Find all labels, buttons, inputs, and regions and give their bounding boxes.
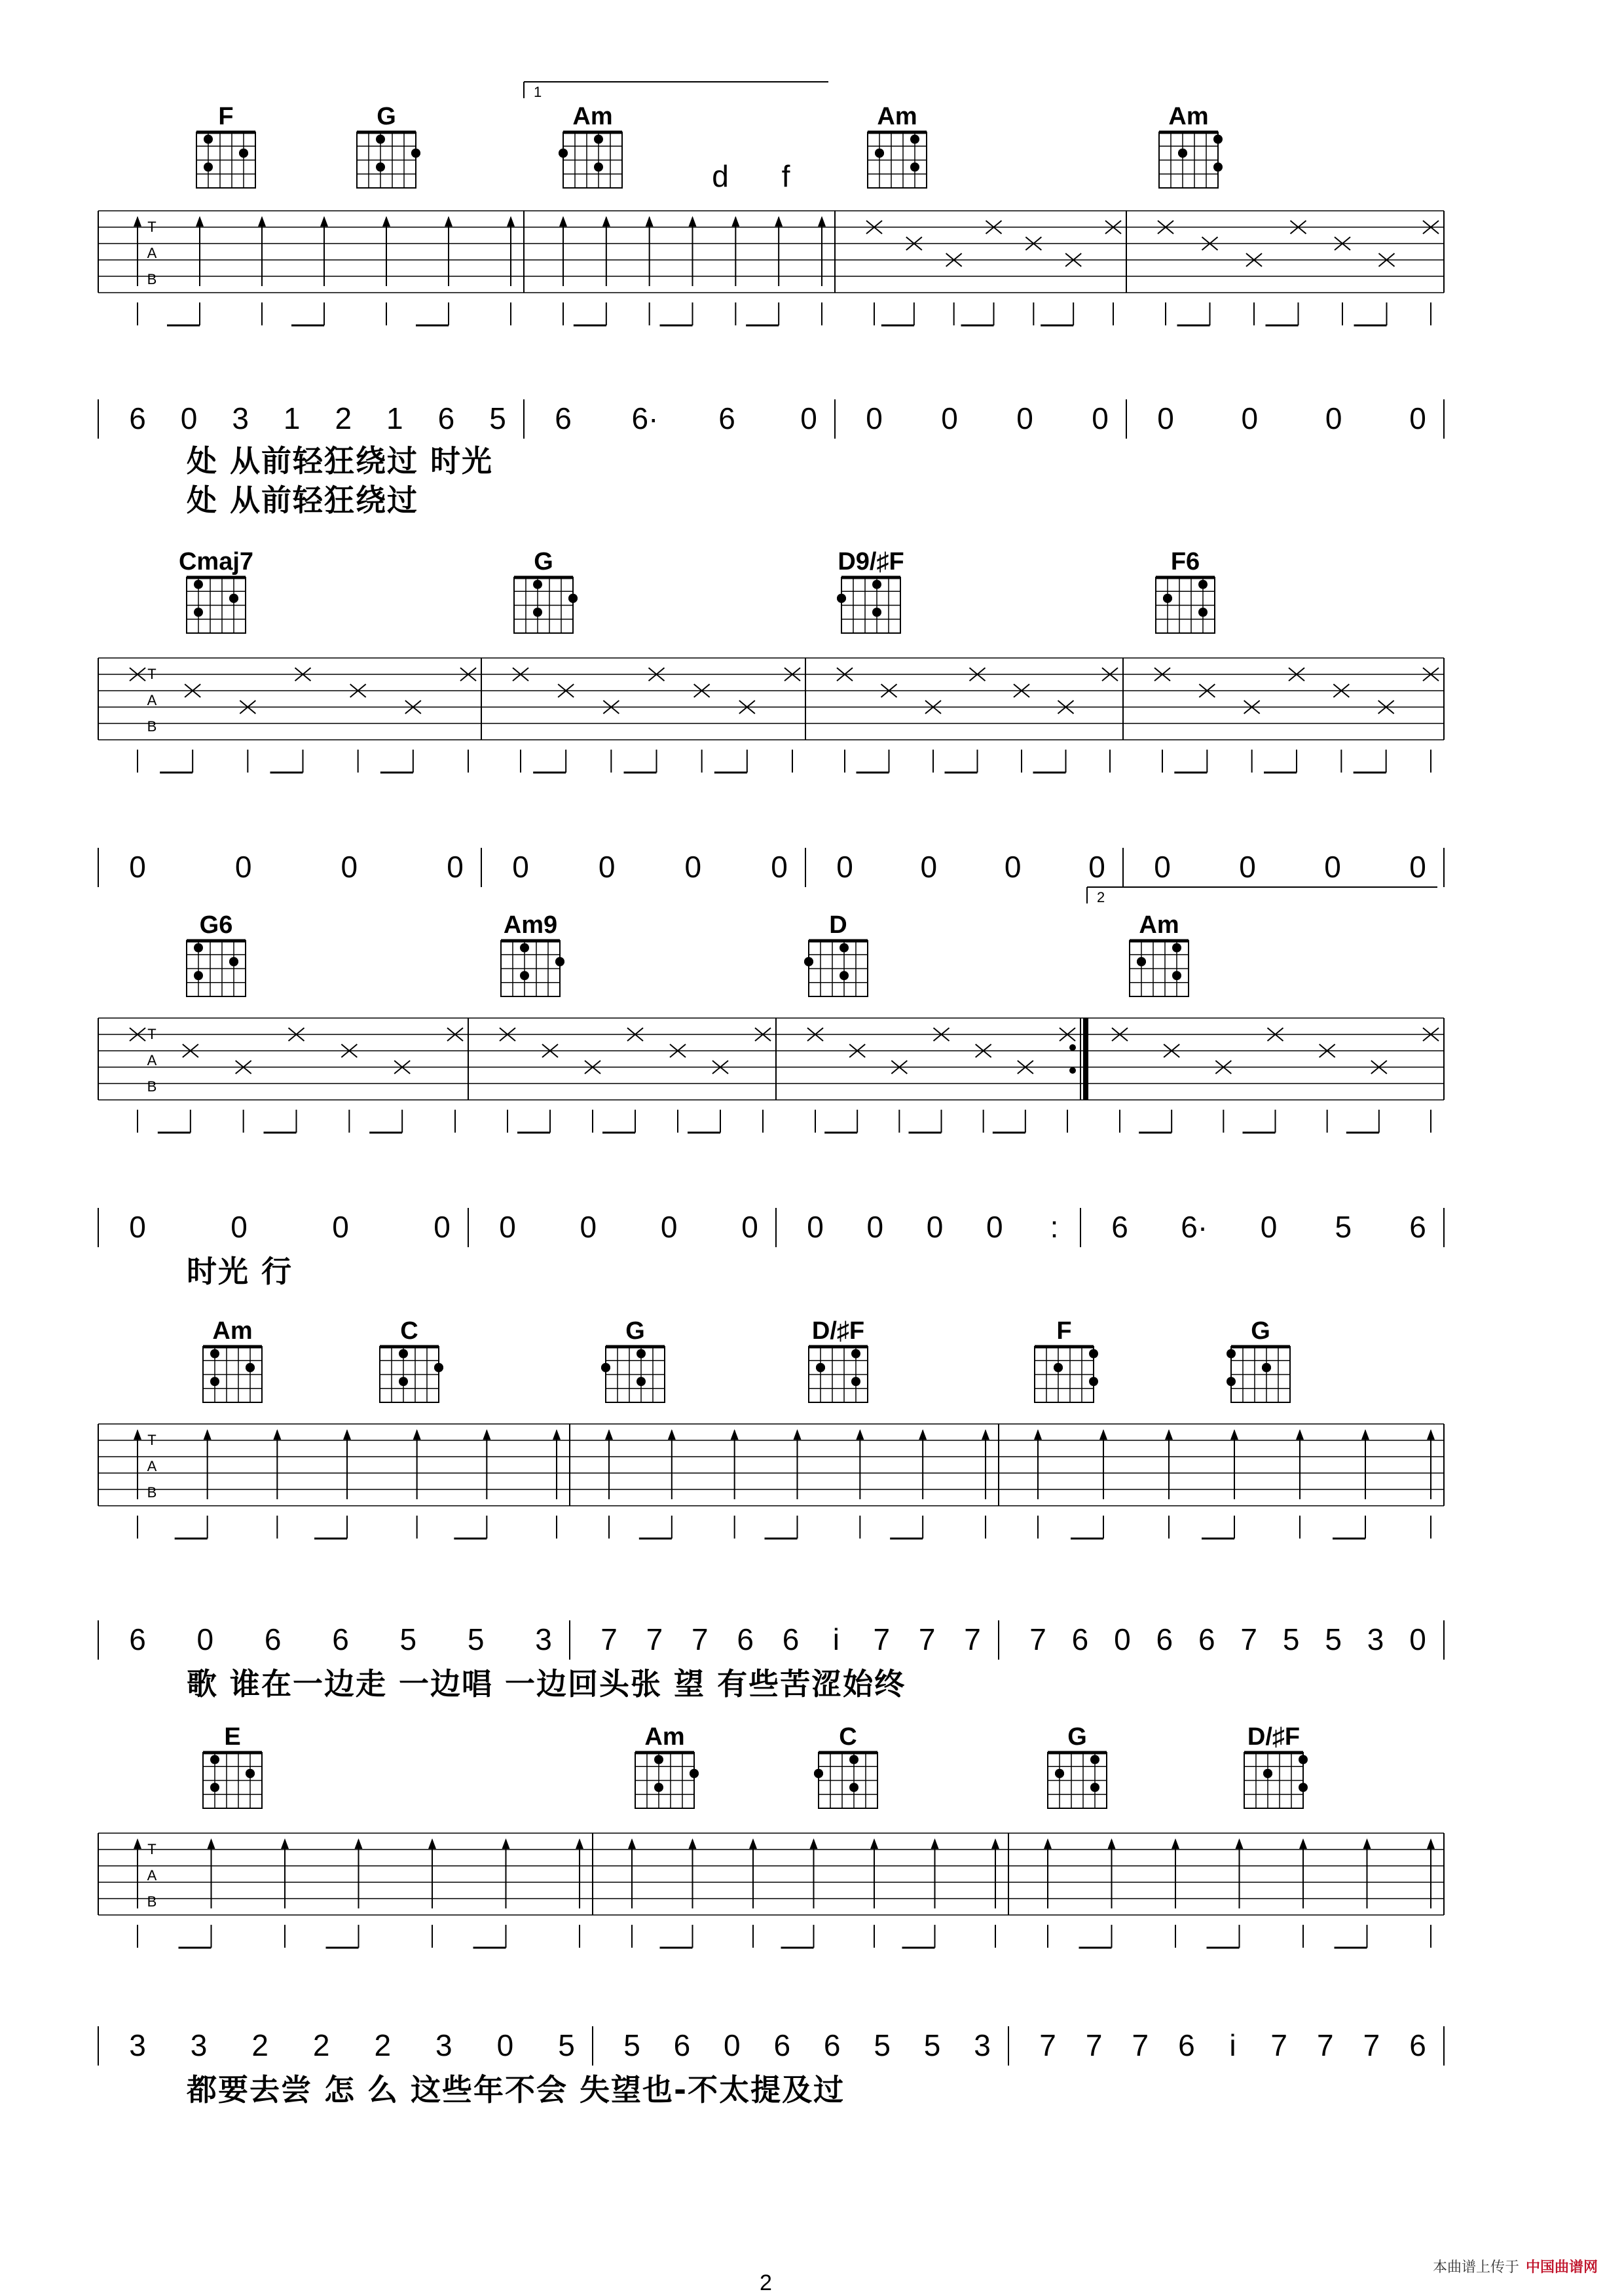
- finger-dot: [872, 580, 881, 589]
- jianpu-note: 0: [1409, 850, 1426, 884]
- jianpu-note: 5: [399, 1622, 417, 1656]
- finger-dot: [1299, 1755, 1308, 1764]
- strum-arrow-head: [507, 216, 515, 227]
- finger-dot: [229, 594, 238, 603]
- finger-dot: [399, 1377, 408, 1386]
- strum-arrow-head: [1236, 1838, 1244, 1849]
- jianpu-note: 0: [836, 850, 853, 884]
- strum-arrow-head: [1427, 1429, 1435, 1440]
- finger-dot: [246, 1769, 255, 1778]
- finger-dot: [399, 1349, 408, 1358]
- tab-letter-a: A: [147, 1458, 157, 1474]
- jianpu-note: 6: [1111, 1210, 1128, 1244]
- strum-arrow-head: [689, 216, 697, 227]
- jianpu-note: 0: [1409, 1622, 1426, 1656]
- finger-dot: [411, 149, 420, 158]
- chord-name-0-0: F: [218, 103, 234, 130]
- strum-arrow-head: [576, 1838, 583, 1849]
- jianpu-note: 5: [558, 2028, 575, 2062]
- strum-arrow-head: [810, 1838, 818, 1849]
- jianpu-note: 0: [180, 401, 198, 435]
- strum-arrow-head: [1361, 1429, 1369, 1440]
- jianpu-note: 3: [190, 2028, 208, 2062]
- jianpu-note: 0: [1092, 401, 1109, 435]
- finger-dot: [1055, 1769, 1064, 1778]
- strum-arrow-head: [668, 1429, 676, 1440]
- finger-dot: [210, 1349, 219, 1358]
- finger-dot: [559, 149, 568, 158]
- jianpu-note: 7: [1085, 2028, 1103, 2062]
- jianpu-note: 0: [1114, 1622, 1131, 1656]
- chord-name-3-1: C: [400, 1317, 418, 1345]
- jianpu-note: 6: [1409, 1210, 1426, 1244]
- tab-letter-t: T: [147, 1841, 157, 1857]
- tab-letter-b: B: [147, 718, 157, 735]
- strum-arrow-head: [689, 1838, 697, 1849]
- finger-dot: [1172, 943, 1181, 953]
- jianpu-note: 6: [555, 401, 572, 435]
- strum-arrow-head: [553, 1429, 561, 1440]
- jianpu-note: 6: [129, 1622, 146, 1656]
- site-logo[interactable]: 中国曲谱网: [1525, 2259, 1598, 2276]
- finger-dot: [520, 971, 529, 980]
- jianpu-note: 6: [1198, 1622, 1215, 1656]
- finger-dot: [849, 1755, 858, 1764]
- strum-arrow-head: [281, 1838, 289, 1849]
- jianpu-note: 5: [623, 2028, 640, 2062]
- finger-dot: [1213, 162, 1223, 172]
- jianpu-note: 0: [920, 850, 938, 884]
- strum-arrow-head: [1363, 1838, 1371, 1849]
- strum-arrow-head: [1172, 1838, 1179, 1849]
- jianpu-note: 0: [1157, 401, 1174, 435]
- tab-letter-t: T: [147, 219, 157, 235]
- chord-name-1-0: Cmaj7: [178, 548, 254, 575]
- finger-dot: [194, 971, 203, 980]
- strum-arrow-head: [982, 1429, 989, 1440]
- finger-dot: [654, 1783, 663, 1792]
- finger-dot: [851, 1349, 860, 1358]
- jianpu-note: 6·: [1181, 1210, 1208, 1244]
- chord-name-0-2: Am: [572, 103, 613, 130]
- finger-dot: [840, 971, 849, 980]
- finger-dot: [910, 162, 919, 172]
- finger-dot: [910, 135, 919, 144]
- strum-arrow-head: [628, 1838, 636, 1849]
- strum-arrow-head: [320, 216, 328, 227]
- jianpu-note: 0: [434, 1210, 451, 1244]
- strum-arrow-head: [749, 1838, 757, 1849]
- finger-dot: [533, 608, 542, 617]
- jianpu-note: 0: [341, 850, 358, 884]
- strum-arrow-head: [991, 1838, 999, 1849]
- finger-dot: [194, 608, 203, 617]
- finger-dot: [239, 149, 248, 158]
- strum-arrow-head: [134, 1429, 141, 1440]
- lyrics-line-1: 歌 谁在一边走 一边唱 一边回头张 望 有些苦涩始终: [187, 1666, 906, 1702]
- jianpu-note: 6: [718, 401, 735, 435]
- strum-arrow-head: [382, 216, 390, 227]
- tab-letter-a: A: [147, 692, 157, 708]
- finger-dot: [210, 1755, 219, 1764]
- chord-name-3-4: F: [1056, 1317, 1072, 1345]
- strum-mark-d: d: [712, 159, 729, 193]
- strum-arrow-head: [343, 1429, 351, 1440]
- strum-arrow-head: [559, 216, 567, 227]
- lyrics-line-1: 处 从前轻狂绕过 时光: [187, 443, 494, 479]
- strum-arrow-head: [1165, 1429, 1173, 1440]
- jianpu-note: 6: [737, 1622, 754, 1656]
- chord-name-4-0: E: [224, 1723, 241, 1751]
- finger-dot: [849, 1783, 858, 1792]
- finger-dot: [204, 162, 213, 172]
- jianpu-note: 5: [1325, 1622, 1342, 1656]
- tab-letter-a: A: [147, 245, 157, 261]
- jianpu-note: 0: [866, 401, 883, 435]
- jianpu-note: 0: [1239, 850, 1256, 884]
- jianpu-note: 0: [447, 850, 464, 884]
- footer: [1433, 2256, 1598, 2276]
- chord-name-4-3: G: [1067, 1723, 1087, 1751]
- jianpu-note: 6: [1178, 2028, 1195, 2062]
- jianpu-note: 5: [874, 2028, 891, 2062]
- finger-dot: [594, 162, 603, 172]
- jianpu-note: 0: [741, 1210, 758, 1244]
- finger-dot: [654, 1755, 663, 1764]
- finger-dot: [804, 957, 813, 966]
- jianpu-note: 0: [771, 850, 788, 884]
- finger-dot: [246, 1363, 255, 1372]
- finger-dot: [594, 135, 603, 144]
- finger-dot: [194, 580, 203, 589]
- chord-name-2-3: Am: [1139, 911, 1179, 939]
- strum-arrow-head: [204, 1429, 212, 1440]
- finger-dot: [637, 1377, 646, 1386]
- strum-arrow-head: [258, 216, 266, 227]
- jianpu-note: 2: [312, 2028, 330, 2062]
- chord-name-2-1: Am9: [503, 911, 558, 939]
- jianpu-note: 0: [1241, 401, 1259, 435]
- chord-name-0-4: Am: [1168, 103, 1209, 130]
- finger-dot: [816, 1363, 825, 1372]
- finger-dot: [568, 594, 578, 603]
- jianpu-note: 6: [773, 2028, 791, 2062]
- strum-arrow-head: [919, 1429, 927, 1440]
- jianpu-note: 5: [467, 1622, 485, 1656]
- jianpu-note: 3: [232, 401, 249, 435]
- chord-name-2-2: D: [829, 911, 847, 939]
- jianpu-note: 0: [196, 1622, 214, 1656]
- repeat-dot: [1069, 1044, 1076, 1051]
- jianpu-note: 0: [684, 850, 702, 884]
- finger-dot: [875, 149, 884, 158]
- finger-dot: [1054, 1363, 1063, 1372]
- strum-arrow-head: [646, 216, 654, 227]
- jianpu-note: 6: [823, 2028, 841, 2062]
- finger-dot: [1172, 971, 1181, 980]
- finger-dot: [194, 943, 203, 953]
- tab-letter-t: T: [147, 666, 157, 682]
- finger-dot: [872, 608, 881, 617]
- jianpu-note: 7: [1316, 2028, 1334, 2062]
- strum-arrow-head: [134, 1838, 141, 1849]
- chord-name-4-1: Am: [644, 1723, 685, 1751]
- jianpu-note: 7: [918, 1622, 936, 1656]
- volta-number-1: 1: [534, 84, 542, 100]
- chord-name-2-0: G6: [199, 911, 233, 939]
- jianpu-note: 6·: [631, 401, 659, 435]
- jianpu-note: 7: [1029, 1622, 1046, 1656]
- finger-dot: [1227, 1349, 1236, 1358]
- jianpu-note: 3: [435, 2028, 452, 2062]
- finger-dot: [1198, 608, 1208, 617]
- chord-name-1-1: G: [534, 548, 553, 575]
- finger-dot: [1137, 957, 1146, 966]
- jianpu-note: 0: [580, 1210, 597, 1244]
- jianpu-note: 0: [926, 1210, 944, 1244]
- repeat-dot: [1069, 1067, 1076, 1074]
- jianpu-note: 0: [598, 850, 616, 884]
- chord-name-3-3: D/♯F: [811, 1317, 865, 1345]
- jianpu-note: 1: [386, 401, 403, 435]
- jianpu-note: 7: [1270, 2028, 1287, 2062]
- finger-dot: [1090, 1755, 1099, 1764]
- finger-dot: [555, 957, 564, 966]
- jianpu-note: 0: [941, 401, 958, 435]
- finger-dot: [851, 1377, 860, 1386]
- jianpu-note: 0: [496, 2028, 514, 2062]
- jianpu-note: 0: [800, 401, 817, 435]
- strum-arrow-head: [931, 1838, 939, 1849]
- tab-letter-t: T: [147, 1026, 157, 1042]
- finger-dot: [1090, 1783, 1099, 1792]
- jianpu-note: 6: [332, 1622, 349, 1656]
- strum-mark-f: f: [781, 159, 790, 193]
- finger-dot: [637, 1349, 646, 1358]
- jianpu-note: 0: [1088, 850, 1105, 884]
- jianpu-note: 0: [1004, 850, 1022, 884]
- jianpu-note: 5: [1282, 1622, 1300, 1656]
- strum-arrow-head: [1099, 1429, 1107, 1440]
- tab-letter-b: B: [147, 1893, 157, 1910]
- chord-name-1-3: F6: [1170, 548, 1200, 575]
- finger-dot: [1262, 1363, 1271, 1372]
- strum-arrow-head: [605, 1429, 613, 1440]
- jianpu-note: 6: [782, 1622, 800, 1656]
- strum-arrow-head: [1230, 1429, 1238, 1440]
- jianpu-note: 6: [264, 1622, 282, 1656]
- finger-dot: [1227, 1377, 1236, 1386]
- finger-dot: [1213, 135, 1223, 144]
- finger-dot: [376, 162, 385, 172]
- strum-arrow-head: [1427, 1838, 1435, 1849]
- strum-arrow-head: [731, 1429, 739, 1440]
- jianpu-note: 7: [600, 1622, 618, 1656]
- jianpu-note: 0: [724, 2028, 741, 2062]
- chord-name-3-2: G: [625, 1317, 645, 1345]
- jianpu-note: 3: [974, 2028, 991, 2062]
- strum-arrow-head: [794, 1429, 802, 1440]
- jianpu-note: 6: [1156, 1622, 1173, 1656]
- finger-dot: [837, 594, 846, 603]
- strum-arrow-head: [1034, 1429, 1042, 1440]
- finger-dot: [434, 1363, 443, 1372]
- jianpu-note: 0: [129, 1210, 146, 1244]
- finger-dot: [229, 957, 238, 966]
- lyrics-line-1: 时光 行: [187, 1254, 293, 1289]
- jianpu-note: 7: [646, 1622, 663, 1656]
- chord-name-0-1: G: [377, 103, 396, 130]
- jianpu-note: 5: [923, 2028, 941, 2062]
- jianpu-note: 5: [1335, 1210, 1352, 1244]
- strum-arrow-head: [1044, 1838, 1052, 1849]
- finger-dot: [520, 943, 529, 953]
- lyrics-line-1: 都要去尝 怎 么 这些年不会 失望也-不太提及过: [187, 2072, 845, 2107]
- finger-dot: [1163, 594, 1172, 603]
- page-number: 2: [760, 2270, 772, 2295]
- jianpu-note: 7: [1132, 2028, 1149, 2062]
- jianpu-note: 0: [512, 850, 529, 884]
- strum-arrow-head: [208, 1838, 215, 1849]
- finger-dot: [533, 580, 542, 589]
- jianpu-note: i: [832, 1622, 840, 1656]
- tab-letter-b: B: [147, 1078, 157, 1095]
- strum-arrow-head: [1299, 1838, 1307, 1849]
- jianpu-note: 0: [231, 1210, 248, 1244]
- jianpu-note: 0: [1016, 401, 1033, 435]
- finger-dot: [601, 1363, 610, 1372]
- chord-name-1-2: D9/♯F: [838, 548, 904, 575]
- strum-arrow-head: [870, 1838, 878, 1849]
- jianpu-note: 6: [673, 2028, 691, 2062]
- lyrics-line-2: 处 从前轻狂绕过: [187, 483, 419, 518]
- jianpu-note: 7: [964, 1622, 981, 1656]
- finger-dot: [376, 135, 385, 144]
- jianpu-note: 0: [499, 1210, 516, 1244]
- jianpu-note: 0: [332, 1210, 349, 1244]
- jianpu-note: 0: [1409, 401, 1426, 435]
- jianpu-note: 0: [1325, 401, 1342, 435]
- tab-letter-a: A: [147, 1052, 157, 1068]
- finger-dot: [1089, 1349, 1098, 1358]
- finger-dot: [840, 943, 849, 953]
- finger-dot: [1198, 580, 1208, 589]
- jianpu-note: 0: [807, 1210, 824, 1244]
- tab-letter-t: T: [147, 1432, 157, 1448]
- jianpu-note: 6: [129, 401, 146, 435]
- finger-dot: [1299, 1783, 1308, 1792]
- strum-arrow-head: [502, 1838, 510, 1849]
- jianpu-note: 7: [873, 1622, 891, 1656]
- finger-dot: [210, 1783, 219, 1792]
- chord-name-3-5: G: [1251, 1317, 1270, 1345]
- jianpu-note: 7: [1363, 2028, 1380, 2062]
- strum-arrow-head: [196, 216, 204, 227]
- jianpu-note: :: [1050, 1210, 1059, 1244]
- jianpu-note: 0: [129, 850, 146, 884]
- strum-arrow-head: [134, 216, 141, 227]
- jianpu-note: i: [1229, 2028, 1236, 2062]
- jianpu-note: 0: [234, 850, 252, 884]
- strum-arrow-head: [355, 1838, 363, 1849]
- finger-dot: [204, 135, 213, 144]
- strum-arrow-head: [731, 216, 739, 227]
- strum-arrow-head: [818, 216, 826, 227]
- volta-number-2: 2: [1097, 889, 1105, 905]
- jianpu-note: 2: [335, 401, 352, 435]
- finger-dot: [1263, 1769, 1272, 1778]
- chord-name-4-4: D/♯F: [1247, 1723, 1301, 1751]
- jianpu-note: 6: [437, 401, 455, 435]
- tab-letter-a: A: [147, 1867, 157, 1884]
- strum-arrow-head: [413, 1429, 421, 1440]
- jianpu-note: 0: [1154, 850, 1171, 884]
- jianpu-note: 2: [251, 2028, 268, 2062]
- jianpu-note: 0: [866, 1210, 884, 1244]
- strum-arrow-head: [1108, 1838, 1116, 1849]
- strum-arrow-head: [775, 216, 783, 227]
- strum-arrow-head: [428, 1838, 436, 1849]
- strum-arrow-head: [1296, 1429, 1304, 1440]
- chord-name-3-0: Am: [212, 1317, 253, 1345]
- jianpu-note: 0: [986, 1210, 1003, 1244]
- chord-name-4-2: C: [839, 1723, 857, 1751]
- strum-arrow-head: [856, 1429, 864, 1440]
- strum-arrow-head: [602, 216, 610, 227]
- chord-name-0-3: Am: [877, 103, 917, 130]
- jianpu-note: 3: [129, 2028, 146, 2062]
- finger-dot: [210, 1377, 219, 1386]
- jianpu-note: 3: [535, 1622, 552, 1656]
- tab-letter-b: B: [147, 271, 157, 287]
- jianpu-note: 6: [1071, 1622, 1089, 1656]
- jianpu-note: 0: [1260, 1210, 1278, 1244]
- finger-dot: [814, 1769, 823, 1778]
- jianpu-note: 7: [691, 1622, 709, 1656]
- jianpu-note: 0: [660, 1210, 678, 1244]
- finger-dot: [1089, 1377, 1098, 1386]
- jianpu-note: 2: [374, 2028, 392, 2062]
- strum-arrow-head: [273, 1429, 281, 1440]
- jianpu-note: 3: [1367, 1622, 1384, 1656]
- jianpu-note: 7: [1240, 1622, 1258, 1656]
- jianpu-note: 1: [283, 401, 301, 435]
- jianpu-note: 7: [1039, 2028, 1056, 2062]
- jianpu-note: 6: [1409, 2028, 1426, 2062]
- jianpu-note: 0: [1324, 850, 1341, 884]
- jianpu-note: 5: [489, 401, 506, 435]
- strum-arrow-head: [483, 1429, 490, 1440]
- footer-text: 本曲谱上传于: [1432, 2259, 1519, 2276]
- finger-dot: [1178, 149, 1187, 158]
- strum-arrow-head: [445, 216, 452, 227]
- finger-dot: [690, 1769, 699, 1778]
- tab-letter-b: B: [147, 1484, 157, 1501]
